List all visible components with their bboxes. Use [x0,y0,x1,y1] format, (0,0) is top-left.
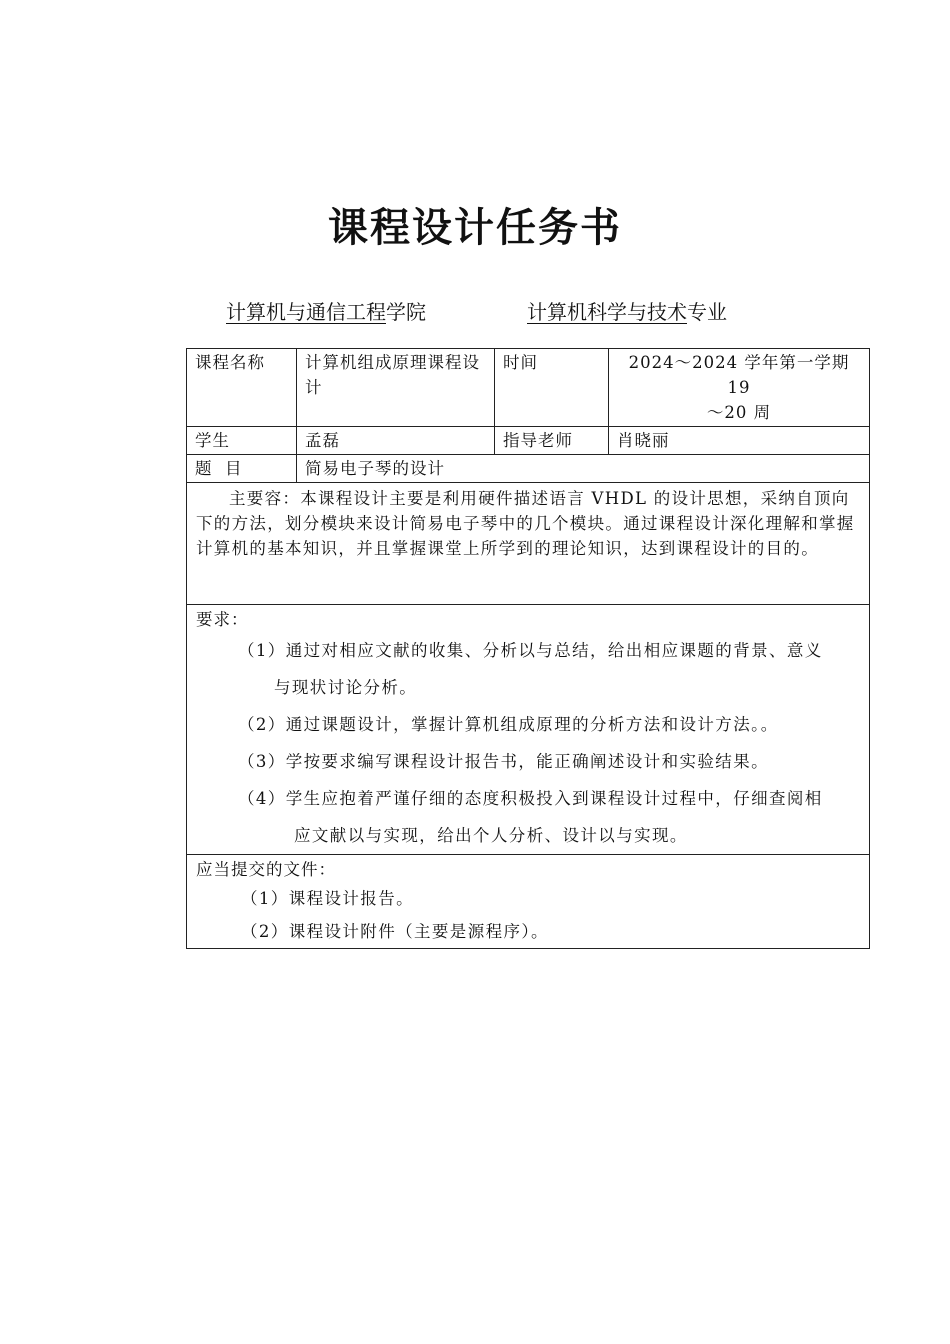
college-name: 计算机与通信工程 [226,300,386,324]
student-value: 孟磊 [297,427,495,455]
table-row [187,483,870,605]
requirement-item-4-line1: （4）学生应抱着严谨仔细的态度积极投入到课程设计过程中，仔细查阅相 [238,789,823,808]
table-row [187,855,870,949]
requirement-item-3: （3）学按要求编写课程设计报告书，能正确阐述设计和实验结果。 [238,752,769,771]
major-name: 计算机科学与技术 [527,300,687,324]
time-value-line1: 2024～2024 学年第一学期 19 [628,353,850,397]
requirement-item-1-line2: 与现状讨论分析。 [274,678,418,697]
submission-item-2: （2）课程设计附件（主要是源程序）。 [241,922,549,941]
submission-item-1: （1）课程设计报告。 [241,889,414,908]
requirement-item-4-line2: 应文献以与实现，给出个人分析、设计以与实现。 [294,826,688,845]
college-suffix: 学院 [386,300,426,324]
task-form-table [186,348,870,949]
advisor-value: 肖晓丽 [609,427,870,455]
college-line [226,296,426,325]
time-value-line2: ～20 周 [706,403,772,422]
submissions-cell [187,855,870,949]
table-row [187,455,870,483]
requirement-item-1-line1: （1）通过对相应文献的收集、分析以与总结，给出相应课题的背景、意义 [238,641,823,660]
document-title: 课程设计任务书 [328,204,622,251]
major-suffix: 专业 [687,300,727,324]
content-cell [187,483,870,605]
table-row [187,427,870,455]
time-value [609,349,870,427]
content-text: 主要容：本课程设计主要是利用硬件描述语言 VHDL 的设计思想，采纳自顶向下的方法，划分模块来设计简易电子琴中的几个模块。通过课程设计深化理解和掌握计算机的基本知识，并且掌握课堂上所学到的理论知识，达到课程设计的目的。 [196,489,855,558]
advisor-label: 指导老师 [495,427,609,455]
major-line [527,296,727,325]
course-name-label: 课程名称 [187,349,297,427]
student-label: 学生 [187,427,297,455]
topic-label: 题 目 [187,455,297,483]
requirements-title: 要求： [196,610,249,629]
table-row [187,349,870,427]
topic-value: 简易电子琴的设计 [297,455,870,483]
time-label: 时间 [495,349,609,427]
submissions-title: 应当提交的文件： [196,860,336,879]
requirements-cell [187,605,870,855]
requirement-item-2: （2）通过课题设计，掌握计算机组成原理的分析方法和设计方法。。 [238,715,779,734]
course-name-value: 计算机组成原理课程设计 [297,349,495,427]
table-row [187,605,870,855]
